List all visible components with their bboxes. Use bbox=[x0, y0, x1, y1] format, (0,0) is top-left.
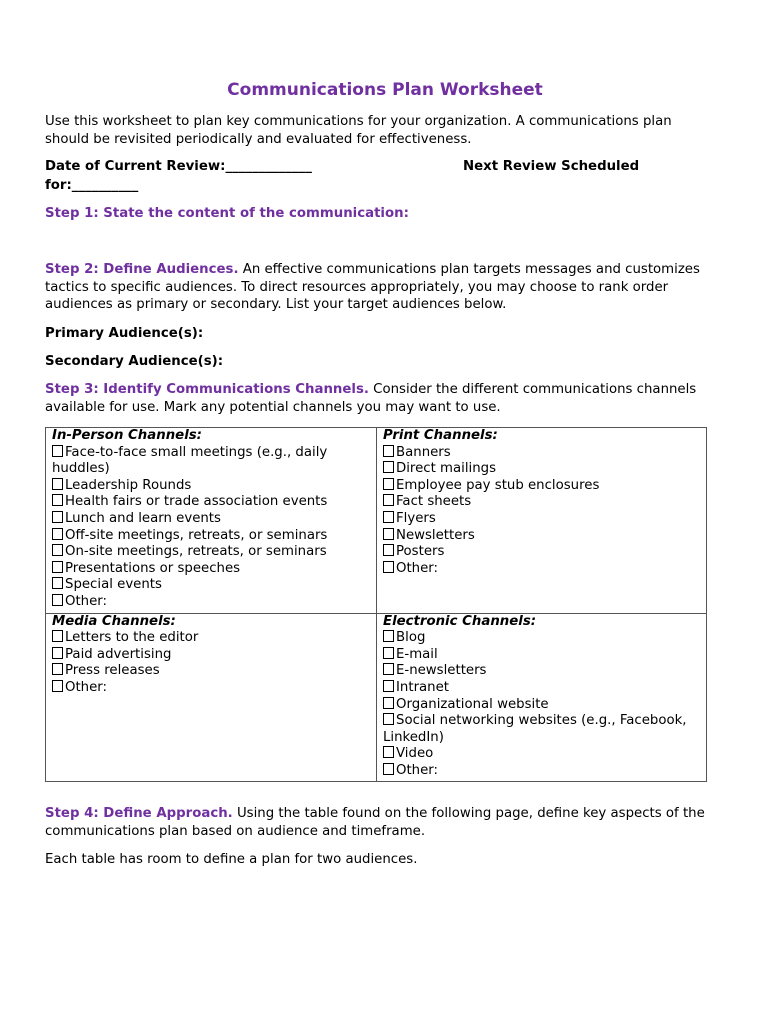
in-person-option[interactable] bbox=[52, 494, 370, 511]
checkbox[interactable] bbox=[383, 680, 394, 692]
checkbox[interactable] bbox=[383, 713, 394, 725]
checkbox[interactable] bbox=[52, 680, 63, 692]
print-option[interactable] bbox=[383, 511, 700, 528]
electronic-option-label: E-mail bbox=[396, 646, 438, 662]
checkbox[interactable] bbox=[383, 746, 394, 758]
print-option[interactable] bbox=[383, 561, 700, 578]
media-option[interactable] bbox=[52, 663, 370, 680]
checkbox[interactable] bbox=[52, 528, 63, 540]
electronic-option[interactable] bbox=[383, 713, 700, 746]
step2-paragraph bbox=[45, 261, 710, 314]
in-person-option[interactable] bbox=[52, 528, 370, 545]
print-option[interactable] bbox=[383, 445, 700, 462]
media-option[interactable] bbox=[52, 630, 370, 647]
in-person-option[interactable] bbox=[52, 561, 370, 578]
print-title: Print Channels: bbox=[383, 428, 498, 443]
checkbox[interactable] bbox=[52, 445, 63, 457]
step3-paragraph bbox=[45, 381, 710, 416]
checkbox[interactable] bbox=[52, 478, 63, 490]
print-option[interactable] bbox=[383, 528, 700, 545]
checkbox[interactable] bbox=[383, 478, 394, 490]
media-cell bbox=[46, 613, 377, 782]
electronic-option[interactable] bbox=[383, 663, 700, 680]
print-option-label: Banners bbox=[396, 444, 451, 460]
in-person-option[interactable] bbox=[52, 478, 370, 495]
electronic-option-label: Intranet bbox=[396, 679, 449, 695]
step3-heading: Step 3: Identify Communications Channels. bbox=[45, 382, 369, 397]
checkbox[interactable] bbox=[52, 511, 63, 523]
in-person-option-label: Health fairs or trade association events bbox=[65, 494, 328, 510]
print-option-label: Direct mailings bbox=[396, 461, 497, 477]
in-person-option-label: Lunch and learn events bbox=[65, 510, 221, 526]
print-option-label: Newsletters bbox=[396, 527, 475, 543]
in-person-title: In-Person Channels: bbox=[52, 428, 202, 443]
checkbox[interactable] bbox=[383, 461, 394, 473]
electronic-cell bbox=[377, 613, 707, 782]
checkbox[interactable] bbox=[383, 630, 394, 642]
checkbox[interactable] bbox=[383, 697, 394, 709]
channels-table bbox=[45, 427, 707, 782]
current-review-label: Date of Current Review:_____________ bbox=[45, 159, 312, 174]
page-title: Communications Plan Worksheet bbox=[227, 80, 543, 100]
print-option-label: Posters bbox=[396, 544, 445, 560]
step4-text: Using the table found on the following page, define key aspects of the communications plan based on audience and timeframe. bbox=[45, 806, 705, 839]
media-option[interactable] bbox=[52, 680, 370, 697]
in-person-option[interactable] bbox=[52, 511, 370, 528]
review-for-label: for:__________ bbox=[45, 178, 139, 193]
closing-text: Each table has room to define a plan for two audiences. bbox=[45, 852, 418, 867]
step1-heading: Step 1: State the content of the communication: bbox=[45, 206, 409, 221]
electronic-list bbox=[383, 630, 700, 779]
checkbox[interactable] bbox=[52, 494, 63, 506]
checkbox[interactable] bbox=[383, 663, 394, 675]
media-option-label: Paid advertising bbox=[65, 646, 172, 662]
print-option-label: Employee pay stub enclosures bbox=[396, 477, 600, 493]
electronic-option-label: Blog bbox=[396, 630, 426, 646]
in-person-option-label: Off-site meetings, retreats, or seminars bbox=[65, 527, 328, 543]
step2-text: An effective communications plan targets messages and customizes tactics to specific audiences. To direct resources appropriately, you may choose to rank order audiences as primary or secondary. List your target audiences below. bbox=[45, 262, 700, 312]
print-option[interactable] bbox=[383, 461, 700, 478]
print-option-label: Flyers bbox=[396, 510, 436, 526]
electronic-option-label: Other: bbox=[396, 762, 439, 778]
electronic-option-label: Organizational website bbox=[396, 696, 549, 712]
print-cell bbox=[377, 428, 707, 614]
primary-audience-label: Primary Audience(s): bbox=[45, 326, 204, 341]
electronic-option[interactable] bbox=[383, 763, 700, 780]
electronic-option[interactable] bbox=[383, 746, 700, 763]
secondary-audience-label: Secondary Audience(s): bbox=[45, 354, 224, 369]
print-list bbox=[383, 445, 700, 578]
print-option[interactable] bbox=[383, 544, 700, 561]
step3-text: Consider the different communications channels available for use. Mark any potential channels you may want to use. bbox=[45, 382, 697, 415]
checkbox[interactable] bbox=[383, 561, 394, 573]
checkbox[interactable] bbox=[52, 577, 63, 589]
electronic-option[interactable] bbox=[383, 697, 700, 714]
checkbox[interactable] bbox=[52, 544, 63, 556]
checkbox[interactable] bbox=[383, 647, 394, 659]
in-person-option[interactable] bbox=[52, 544, 370, 561]
in-person-cell bbox=[46, 428, 377, 614]
checkbox[interactable] bbox=[383, 494, 394, 506]
checkbox[interactable] bbox=[383, 445, 394, 457]
in-person-option[interactable] bbox=[52, 445, 370, 478]
electronic-option-label: Video bbox=[396, 746, 434, 762]
electronic-option[interactable] bbox=[383, 630, 700, 647]
step4-heading: Step 4: Define Approach. bbox=[45, 806, 233, 821]
checkbox[interactable] bbox=[383, 763, 394, 775]
review-line bbox=[45, 158, 710, 176]
electronic-option-label: Social networking websites (e.g., Facebook, LinkedIn) bbox=[383, 713, 687, 745]
in-person-option-label: On-site meetings, retreats, or seminars bbox=[65, 544, 327, 560]
electronic-option[interactable] bbox=[383, 680, 700, 697]
electronic-option-label: E-newsletters bbox=[396, 663, 487, 679]
in-person-option-label: Special events bbox=[65, 577, 162, 593]
checkbox[interactable] bbox=[52, 561, 63, 573]
electronic-title: Electronic Channels: bbox=[383, 613, 537, 629]
in-person-option[interactable] bbox=[52, 577, 370, 594]
media-option-label: Letters to the editor bbox=[65, 630, 199, 646]
in-person-option[interactable] bbox=[52, 594, 370, 611]
print-option-label: Other: bbox=[396, 560, 439, 576]
intro-text: Use this worksheet to plan key communications for your organization. A communications plan should be revisited periodically and evaluated for effectiveness. bbox=[45, 114, 672, 147]
checkbox[interactable] bbox=[52, 630, 63, 642]
next-review-label: Next Review Scheduled bbox=[463, 159, 640, 174]
media-title: Media Channels: bbox=[52, 613, 176, 629]
media-option-label: Press releases bbox=[65, 663, 160, 679]
print-option[interactable] bbox=[383, 478, 700, 495]
checkbox[interactable] bbox=[52, 594, 63, 606]
checkbox[interactable] bbox=[383, 544, 394, 556]
print-option[interactable] bbox=[383, 494, 700, 511]
in-person-option-label: Face-to-face small meetings (e.g., daily huddles) bbox=[52, 444, 328, 477]
media-option-label: Other: bbox=[65, 679, 108, 695]
step2-heading: Step 2: Define Audiences. bbox=[45, 262, 239, 277]
in-person-option-label: Other: bbox=[65, 593, 108, 609]
electronic-option[interactable] bbox=[383, 647, 700, 664]
in-person-list bbox=[52, 445, 370, 611]
step4-paragraph bbox=[45, 805, 710, 840]
checkbox[interactable] bbox=[383, 511, 394, 523]
in-person-option-label: Presentations or speeches bbox=[65, 560, 241, 576]
checkbox[interactable] bbox=[52, 647, 63, 659]
checkbox[interactable] bbox=[52, 663, 63, 675]
media-list bbox=[52, 630, 370, 696]
print-option-label: Fact sheets bbox=[396, 494, 472, 510]
checkbox[interactable] bbox=[383, 528, 394, 540]
media-option[interactable] bbox=[52, 647, 370, 664]
in-person-option-label: Leadership Rounds bbox=[65, 477, 192, 493]
